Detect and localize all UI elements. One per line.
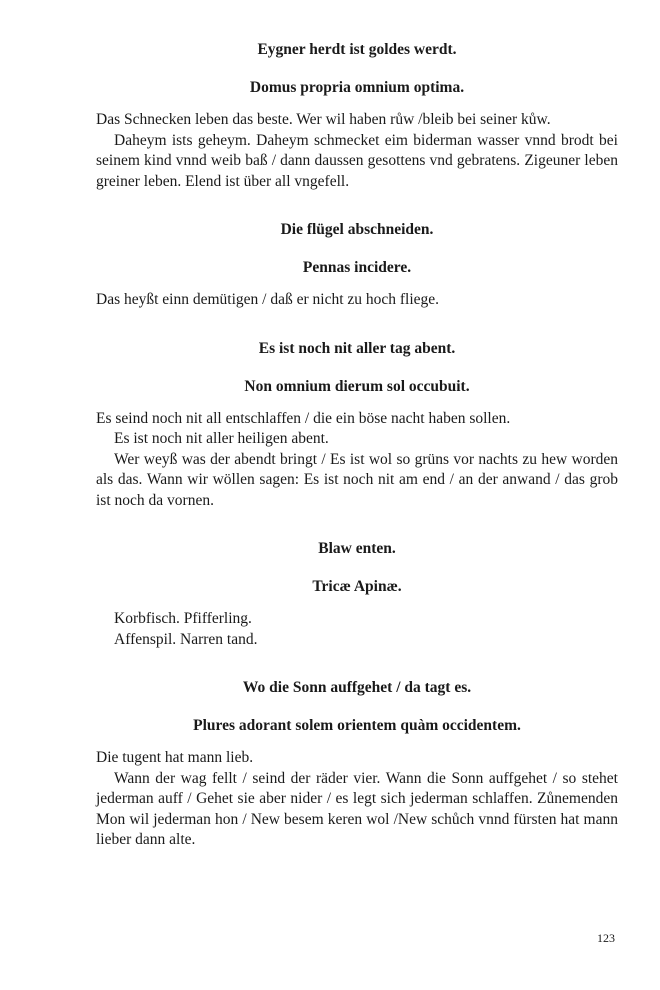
paragraph: Die tugent hat mann lieb. [96, 749, 254, 766]
proverb-section [96, 339, 618, 512]
proverb-section [96, 40, 618, 192]
proverb-heading-german: Wo die Sonn auffgehet / da tagt es. [242, 679, 472, 696]
proverb-heading-latin: Domus propria omnium optima. [249, 79, 465, 96]
page-number: 123 [597, 931, 615, 945]
proverb-heading-german: Es ist noch nit aller tag abent. [258, 339, 456, 357]
proverb-heading-latin: Tricæ Apinæ. [312, 578, 402, 595]
proverb-heading-german: Blaw enten. [318, 540, 396, 557]
proverb-heading-german: Eygner herdt ist goldes werdt. [257, 41, 457, 58]
paragraph: Es seind noch nit all entschlaffen / die ein böse nacht haben sollen. [96, 409, 511, 427]
proverb-heading-latin: Pennas incidere. [302, 259, 412, 276]
paragraph: Es ist noch nit aller heiligen abent. [114, 430, 329, 447]
paragraph: Wann der wag fellt / seind der räder vier. Wann die Sonn auffgehet / so stehet jederman auff / Gehet sie aber nider / es legt sich jederman schlaffen. Zůnemenden Mon wil jederman hon / New besem keren wol /New schůch vnnd fürsten hat mann lieber dann alte. [96, 769, 618, 848]
paragraph: Das heyßt einn demütigen / daß er nicht zu hoch fliege. [96, 291, 440, 308]
paragraph: Korbfisch. Pfifferling. [114, 610, 252, 627]
proverb-heading-german: Die flügel abschneiden. [280, 221, 434, 238]
paragraph: Daheym ists geheym. Daheym schmecket eim biderman wasser vnnd brodt bei seinem kind vnnd weib baß / dann daussen gesottens vnd gebratens. Zigeuner leben greiner leben. Elend ist über all vngefell. [96, 131, 618, 190]
page-body [96, 40, 618, 879]
proverb-heading-latin: Plures adorant solem orientem quàm occidentem. [193, 717, 521, 734]
proverb-section [96, 539, 618, 650]
paragraph: Affenspil. Narren tand. [114, 630, 258, 648]
proverb-section [96, 678, 618, 851]
paragraph: Das Schnecken leben das beste. Wer wil haben růw /bleib bei seiner kůw. [96, 111, 551, 128]
proverb-heading-latin: Non omnium dierum sol occubuit. [244, 377, 470, 395]
paragraph: Wer weyß was der abendt bringt / Es ist wol so grüns vor nachts zu hew worden als das. Wann wir wöllen sagen: Es ist noch nit am end / an der anwand / das grob ist noch da vornen. [96, 450, 618, 509]
proverb-section [96, 220, 618, 311]
